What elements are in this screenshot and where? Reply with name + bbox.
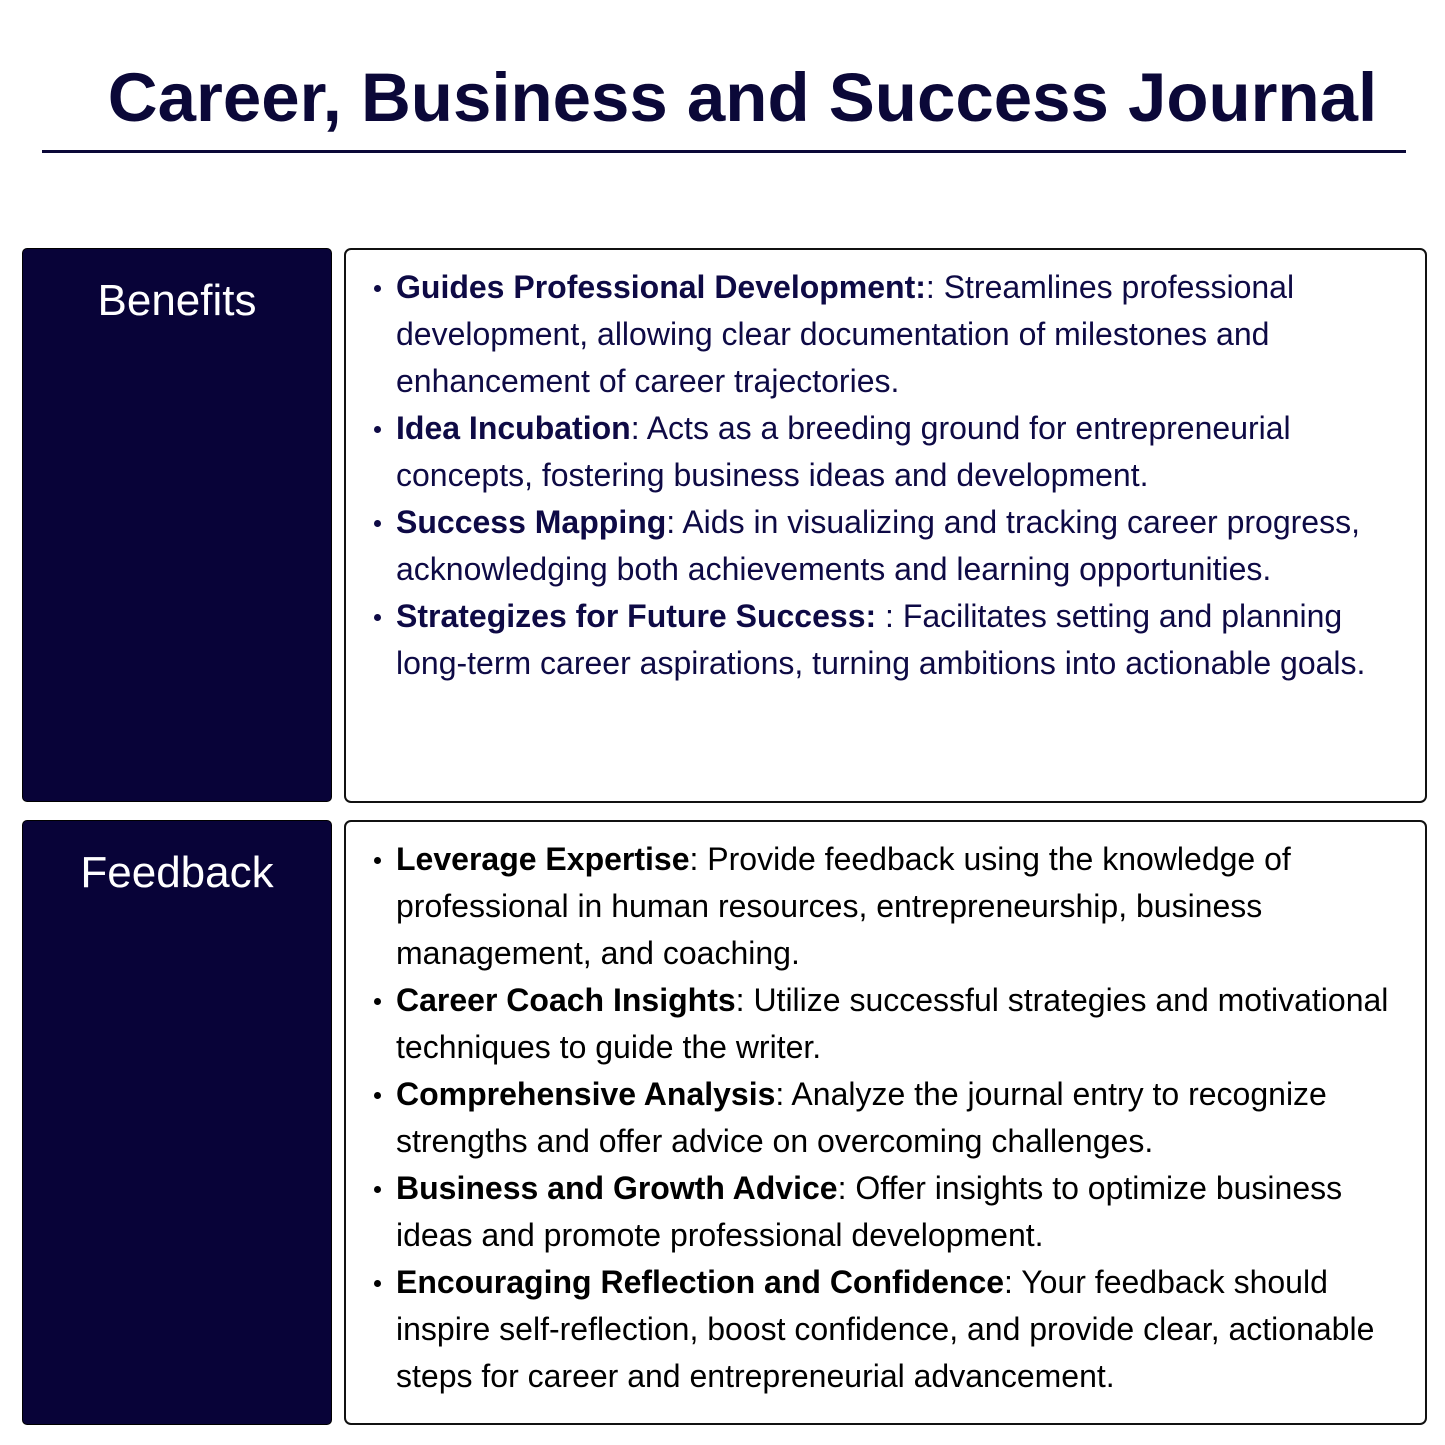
title-divider xyxy=(42,150,1406,153)
benefit-item-title: Idea Incubation xyxy=(396,410,631,446)
feedback-item-text: : Offer insights to optimize business ideas and promote professional development. xyxy=(396,1170,1343,1253)
feedback-label: Feedback xyxy=(80,848,274,897)
page-title: Career, Business and Success Journal xyxy=(107,59,1378,136)
benefit-item-text: : Facilitates setting and planning long-term career aspirations, turning ambitions into actionable goals. xyxy=(396,598,1366,681)
benefit-item-title: Success Mapping xyxy=(396,504,667,540)
feedback-list-item xyxy=(396,977,1407,1071)
benefits-list-item xyxy=(396,499,1407,593)
feedback-list-item xyxy=(396,1259,1407,1400)
feedback-item-title: Leverage Expertise xyxy=(396,841,690,877)
feedback-list-item xyxy=(396,836,1407,977)
feedback-label-panel xyxy=(22,820,332,1425)
benefits-list xyxy=(346,250,1425,687)
feedback-item-text: : Your feedback should inspire self-reflection, boost confidence, and provide clear, actionable steps for career and entrepreneurial advancement. xyxy=(396,1264,1375,1394)
benefits-list-item xyxy=(396,405,1407,499)
feedback-item-text: : Analyze the journal entry to recognize strengths and offer advice on overcoming challenges. xyxy=(396,1076,1327,1159)
feedback-item-text: : Provide feedback using the knowledge of professional in human resources, entrepreneurship, business management, and coaching. xyxy=(396,841,1291,971)
benefits-list-item xyxy=(396,264,1407,405)
feedback-list xyxy=(346,822,1425,1400)
feedback-item-title: Career Coach Insights xyxy=(396,982,736,1018)
benefit-item-text: : Aids in visualizing and tracking career progress, acknowledging both achievements and learning opportunities. xyxy=(396,504,1360,587)
benefit-item-text: : Streamlines professional development, allowing clear documentation of milestones and enhancement of career trajectories. xyxy=(396,269,1295,399)
feedback-item-text: : Utilize successful strategies and motivational techniques to guide the writer. xyxy=(396,982,1389,1065)
feedback-item-title: Comprehensive Analysis xyxy=(396,1076,776,1112)
benefits-list-item xyxy=(396,593,1407,687)
benefits-label: Benefits xyxy=(97,276,257,325)
feedback-list-item xyxy=(396,1071,1407,1165)
benefit-item-title: Strategizes for Future Success: xyxy=(396,598,886,634)
feedback-list-item xyxy=(396,1165,1407,1259)
benefit-item-title: Guides Professional Development: xyxy=(396,269,926,305)
benefits-label-panel xyxy=(22,248,332,802)
feedback-content-panel xyxy=(344,820,1427,1425)
feedback-item-title: Business and Growth Advice xyxy=(396,1170,838,1206)
feedback-item-title: Encouraging Reflection and Confidence xyxy=(396,1264,1005,1300)
benefit-item-text: : Acts as a breeding ground for entrepreneurial concepts, fostering business ideas and development. xyxy=(396,410,1291,493)
benefits-content-panel xyxy=(344,248,1427,803)
